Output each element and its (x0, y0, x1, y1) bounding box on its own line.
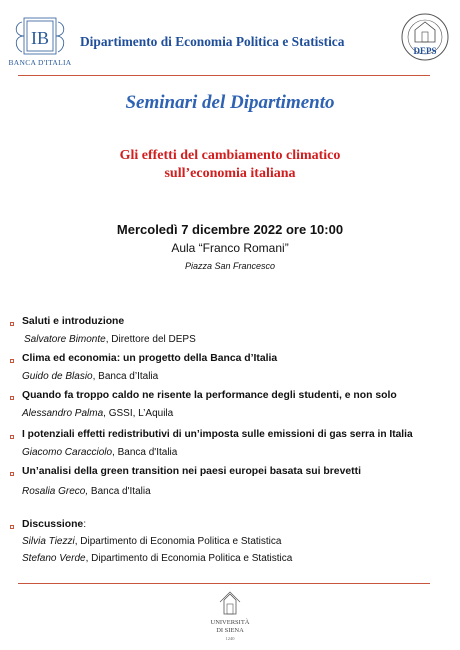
discussant-name: Silvia Tiezzi (22, 536, 75, 547)
talk-speaker-line (22, 486, 151, 497)
event-location: Piazza San Francesco (184, 261, 276, 271)
speaker-affiliation: , Banca d’Italia (92, 371, 159, 382)
bullet-icon (10, 396, 14, 400)
discussant-line (22, 536, 281, 547)
talk-title: Saluti e introduzione (22, 316, 125, 327)
talk-speaker-line (22, 447, 177, 458)
speaker-name: Rosalia Greco, (22, 486, 89, 497)
speaker-affiliation: , Banca d'Italia (112, 447, 178, 458)
discussant-affiliation: , Dipartimento di Economia Politica e Statistica (74, 536, 282, 547)
event-date: Mercoledì 7 dicembre 2022 ore 10:00 (116, 222, 344, 237)
speaker-name: Guido de Blasio (22, 371, 93, 382)
bullet-icon (10, 359, 14, 363)
event-room: Aula “Franco Romani” (171, 241, 289, 255)
bullet-icon (10, 525, 14, 529)
discussant-line (22, 553, 292, 564)
speaker-name: Giacomo Caracciolo (22, 447, 113, 458)
bullet-icon (10, 472, 14, 476)
talk-speaker-line (24, 334, 196, 345)
talk-speaker-line (22, 371, 158, 382)
university-year: 1240 (225, 636, 235, 641)
seminar-title-line2: sull’economia italiana (164, 166, 296, 181)
department-name: Dipartimento di Economia Politica e Statistica (80, 34, 345, 49)
discussion-colon: : (83, 519, 87, 530)
university-line2: DI SIENA (216, 627, 244, 634)
talk-speaker-line (22, 408, 173, 419)
speaker-affiliation: , GSSI, L’Aquila (103, 408, 174, 419)
seminar-title-line1: Gli effetti del cambiamento climatico (119, 148, 341, 163)
bullet-icon (10, 435, 14, 439)
talk-title: Quando fa troppo caldo ne risente la performance degli studenti, e non solo (22, 390, 397, 401)
discussant-affiliation: , Dipartimento di Economia Politica e Statistica (85, 553, 293, 564)
speaker-affiliation: , Direttore del DEPS (105, 334, 196, 345)
university-line1: UNIVERSITÀ (210, 619, 250, 626)
discussion-heading (22, 519, 86, 530)
bullet-icon (10, 322, 14, 326)
top-divider (18, 75, 430, 76)
svg-text:IB: IB (31, 28, 49, 48)
seal-label: DEPS (413, 46, 437, 56)
talk-title: Un’analisi della green transition nei paesi europei basata sui brevetti (22, 466, 361, 477)
talk-title: I potenziali effetti redistributivi di un’imposta sulle emissioni di gas serra in Italia (22, 429, 413, 440)
discussion-label: Discussione (22, 519, 84, 530)
speaker-affiliation: Banca d'Italia (88, 486, 151, 497)
bottom-divider (18, 583, 430, 584)
bank-name: BANCA D'ITALIA (8, 58, 72, 67)
universita-siena-logo-icon (206, 590, 254, 646)
university-seal-icon (400, 10, 450, 68)
speaker-name: Alessandro Palma (22, 408, 104, 419)
seminar-series-title: Seminari del Dipartimento (125, 92, 335, 113)
speaker-name: Salvatore Bimonte (24, 334, 106, 345)
talk-title: Clima ed economia: un progetto della Banca d’Italia (22, 353, 278, 364)
discussant-name: Stefano Verde (22, 553, 86, 564)
